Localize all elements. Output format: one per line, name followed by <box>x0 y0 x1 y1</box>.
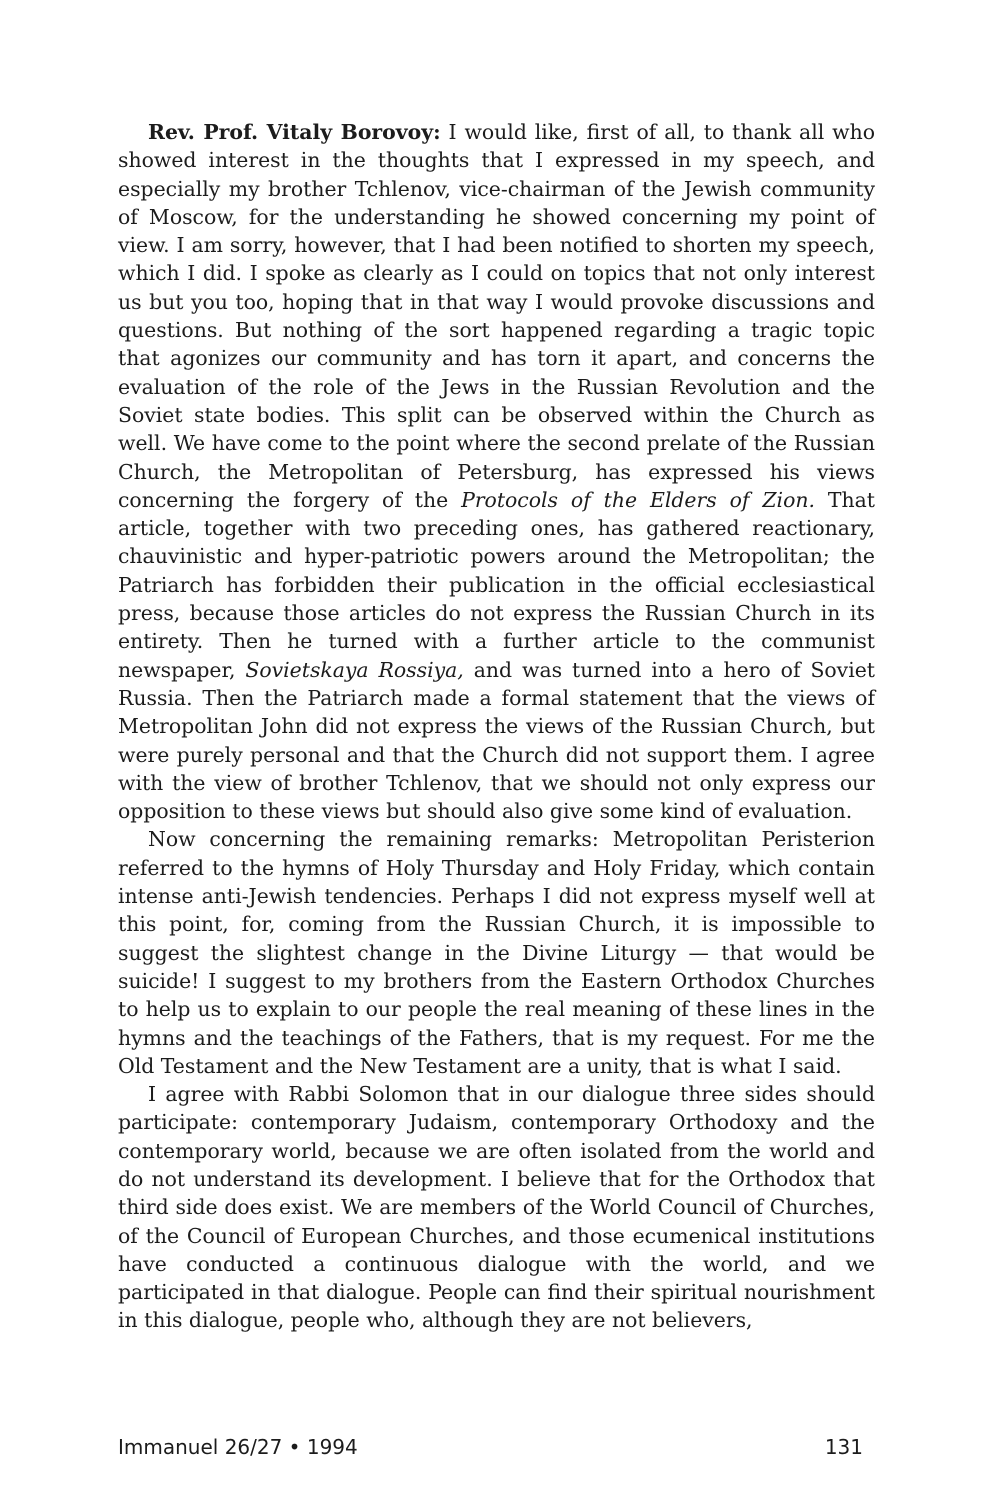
document-body <box>118 118 875 1335</box>
protocols-title: Protocols of the Elders of Zion. <box>461 487 815 512</box>
paragraph-1-text-a: I would like, first of all, to thank all who showed interest in the thoughts that I expressed in my speech, and especially my brother Tchlenov, vice-chairman of the Jewish community of Moscow, for the understanding he showed concerning my point of view. I am sorry, however, that I had been notified to shorten my speech, which I did. I spoke as clearly as I could on topics that not only interest us but you too, hoping that in that way I would provoke discussions and questions. But nothing of the sort happened regarding a tragic topic that agonizes our community and has torn it apart, and concerns the evaluation of the role of the Jews in the Russian Revolution and the Soviet state bodies. This split can be observed within the Church as well. We have come to the point where the second prelate of the Russian Church, the Metropolitan of Petersburg, has expressed his views concerning the forgery of the <box>118 120 875 512</box>
paragraph-1-text-c: and was turned into a hero of Soviet Russia. Then the Patriarch made a formal statement that the views of Metropolitan John did not express the views of the Russian Church, but were purely personal and that the Church did not support them. I agree with the view of brother Tchlenov, that we should not only express our opposition to these views but should also give some kind of evaluation. <box>118 657 875 824</box>
paragraph-1 <box>118 118 875 825</box>
paragraph-3: I agree with Rabbi Solomon that in our dialogue three sides should participate: contemporary Judaism, contemporary Orthodoxy and the contemporary world, because we are often isolated from the world and do not understand its development. I believe that for the Orthodox that third side does exist. We are members of the World Council of Churches, of the Council of European Churches, and those ecumenical institutions have conducted a continuous dialogue with the world, and we participated in that dialogue. People can find their spiritual nourishment in this dialogue, people who, although they are not believers, <box>118 1082 875 1333</box>
paragraph-2: Now concerning the remaining remarks: Metropolitan Peristerion referred to the hymns of Holy Thursday and Holy Friday, which contain intense anti-Jewish tendencies. Perhaps I did not express myself well at this point, for, coming from the Russian Church, it is impossible to suggest the slightest change in the Divine Liturgy — that would be suicide! I suggest to my brothers from the Eastern Orthodox Churches to help us to explain to our people the real meaning of these lines in the hymns and the teachings of the Fathers, that is my request. For me the Old Testament and the New Testament are a unity, that is what I said. <box>118 827 875 1078</box>
paragraph-1-text-b: That article, together with two preceding ones, has gathered reactionary, chauvinistic and hyper-patriotic powers around the Metropolitan; the Patriarch has forbidden their publication in the official ecclesiastical press, because those articles do not express the Russian Church in its entirety. Then he turned with a further article to the communist newspaper, <box>118 487 875 682</box>
newspaper-title: Sovietskaya Rossiya, <box>245 657 464 682</box>
speaker-name: Rev. Prof. Vitaly Borovoy: <box>148 120 441 144</box>
journal-citation: Immanuel 26/27 • 1994 <box>118 1435 358 1459</box>
page-footer <box>118 1432 875 1462</box>
page-number: 131 <box>824 1435 863 1459</box>
